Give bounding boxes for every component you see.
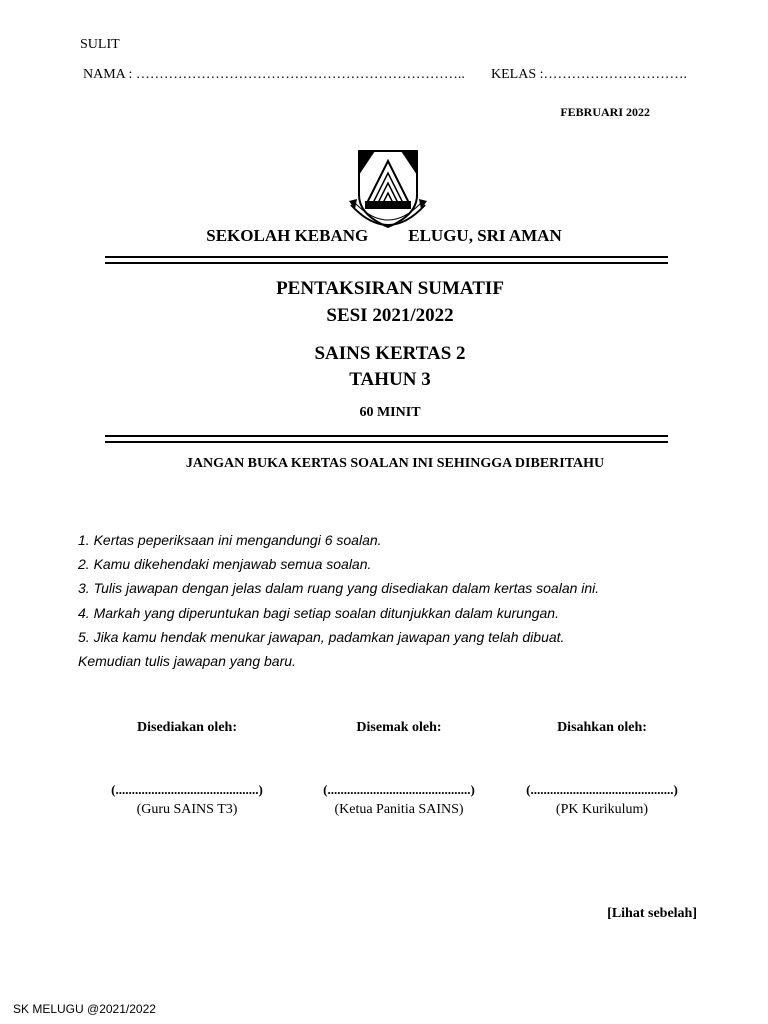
class-field: KELAS :…………………………. bbox=[491, 67, 687, 82]
instructions-list bbox=[78, 528, 599, 673]
next-page-note: [Lihat sebelah] bbox=[607, 906, 697, 921]
prepared-by-signature-line: (............................................) bbox=[111, 782, 263, 797]
prepared-by-role: (Guru SAINS T3) bbox=[136, 802, 238, 817]
approved-by-signature-line: (............................................) bbox=[526, 782, 678, 797]
approved-by-heading: Disahkan oleh: bbox=[557, 720, 647, 735]
duration-label: 60 MINIT bbox=[359, 405, 421, 420]
prepared-by-heading: Disediakan oleh: bbox=[137, 720, 237, 735]
instruction-item: 4. Markah yang diperuntukan bagi setiap soalan ditunjukkan dalam kurungan. bbox=[78, 604, 559, 621]
school-name-right: ELUGU, SRI AMAN bbox=[408, 226, 562, 245]
exam-date: FEBRUARI 2022 bbox=[560, 105, 650, 119]
session-title: SESI 2021/2022 bbox=[326, 305, 454, 326]
classification-label: SULIT bbox=[80, 37, 120, 52]
instruction-item: Kemudian tulis jawapan yang baru. bbox=[78, 653, 296, 670]
instruction-item: 5. Jika kamu hendak menukar jawapan, padamkan jawapan yang telah dibuat. bbox=[78, 628, 565, 645]
subject-title: SAINS KERTAS 2 bbox=[314, 343, 466, 364]
school-crest-logo bbox=[345, 145, 431, 245]
year-title: TAHUN 3 bbox=[349, 369, 431, 390]
instruction-item: 1. Kertas peperiksaan ini mengandungi 6 soalan. bbox=[78, 532, 382, 548]
instruction-item: 3. Tulis jawapan dengan jelas dalam ruang yang disediakan dalam kertas soalan ini. bbox=[78, 580, 600, 597]
instruction-item: 2. Kamu dikehendaki menjawab semua soalan. bbox=[78, 556, 372, 573]
warning-notice: JANGAN BUKA KERTAS SOALAN INI SEHINGGA DIBERITAHU bbox=[185, 456, 605, 471]
bottom-double-rule bbox=[105, 435, 668, 443]
checked-by-heading: Disemak oleh: bbox=[356, 720, 442, 735]
assessment-title: PENTAKSIRAN SUMATIF bbox=[276, 278, 504, 299]
checked-by-role: (Ketua Panitia SAINS) bbox=[334, 802, 464, 817]
name-field: NAMA : …………………………………………………………….. bbox=[83, 67, 465, 82]
approved-by-role: (PK Kurikulum) bbox=[555, 802, 649, 817]
top-double-rule bbox=[105, 256, 668, 264]
page-footer: SK MELUGU @2021/2022 bbox=[13, 1002, 156, 1016]
school-name-left: SEKOLAH KEBANG bbox=[206, 226, 369, 245]
checked-by-signature-line: (............................................) bbox=[323, 782, 475, 797]
